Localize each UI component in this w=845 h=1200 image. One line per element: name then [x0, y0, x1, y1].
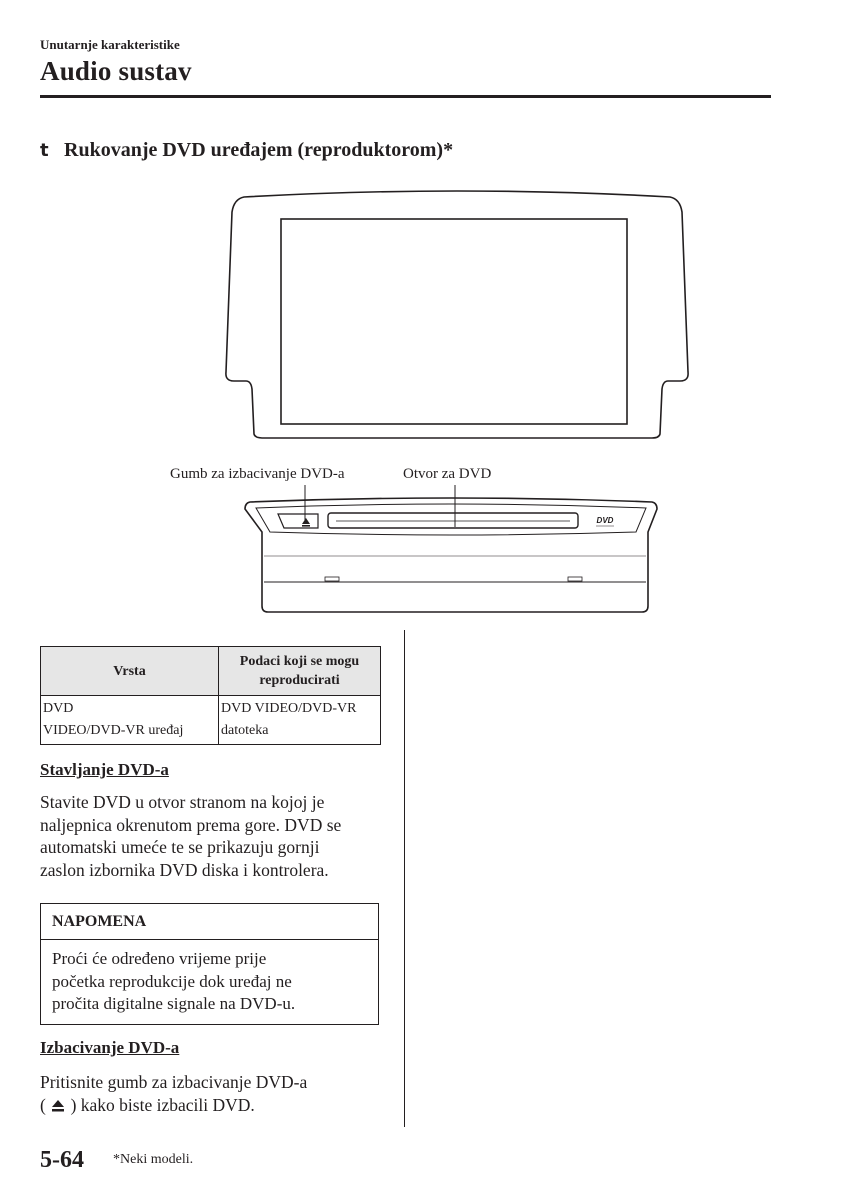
section-bullet: t — [40, 140, 49, 161]
dvd-unit-bezel — [256, 504, 646, 535]
table-cell-type — [41, 696, 219, 745]
note-text — [41, 940, 378, 1024]
eject-icon — [302, 518, 310, 524]
indicator-left — [325, 577, 339, 581]
dvd-player-illustration — [0, 185, 845, 625]
insert-line: zaslon izbornika DVD diska i kontrolera. — [40, 859, 329, 880]
table-cell-type-line1: DVD — [43, 701, 74, 716]
table-header-data: Podaci koji se mogu reproducirati — [219, 647, 381, 696]
insert-line: naljepnica okrenutom prema gore. DVD se — [40, 814, 342, 835]
dvd-unit-housing — [245, 498, 657, 612]
dvd-slot — [328, 513, 578, 528]
section-heading — [40, 139, 453, 162]
page-title: Audio sustav — [40, 56, 192, 86]
display-screen — [281, 219, 627, 424]
note-line: Proći će određeno vrijeme prije — [52, 949, 267, 968]
playable-media-table — [40, 646, 381, 745]
eject-heading: Izbacivanje DVD-a — [40, 1038, 180, 1057]
eject-icon — [50, 1098, 66, 1113]
insert-paragraph — [40, 791, 390, 881]
footnote: *Neki modeli. — [113, 1152, 194, 1167]
dvd-slot-label: Otvor za DVD — [403, 466, 492, 482]
section-heading-text: Rukovanje DVD uređajem (reproduktorom)* — [64, 139, 454, 161]
page-number: 5-64 — [40, 1147, 84, 1173]
paren-open: ( — [40, 1094, 46, 1115]
table-cell-data-line2: datoteka — [221, 723, 269, 738]
eject-line-rest: ) kako biste izbacili DVD. — [70, 1094, 255, 1115]
table-row — [41, 696, 381, 745]
eject-button — [278, 514, 318, 528]
eject-line-2 — [40, 1094, 390, 1117]
table-header-row — [41, 647, 381, 696]
table-cell-type-line2: VIDEO/DVD-VR uređaj — [43, 723, 184, 738]
note-title: NAPOMENA — [41, 904, 378, 940]
table-header-type: Vrsta — [41, 647, 219, 696]
insert-heading: Stavljanje DVD-a — [40, 760, 169, 779]
note-line: početka reprodukcije dok uređaj ne — [52, 971, 292, 991]
eject-paragraph — [40, 1071, 390, 1116]
table-cell-data-line1: DVD VIDEO/DVD-VR — [221, 701, 357, 716]
running-header: Unutarnje karakteristike — [40, 37, 180, 52]
indicator-right — [568, 577, 582, 581]
display-housing — [226, 191, 688, 438]
table-cell-data — [219, 696, 381, 745]
insert-line: Stavite DVD u otvor stranom na kojoj je — [40, 792, 325, 812]
note-line: pročita digitalne signale na DVD-u. — [52, 994, 296, 1013]
eject-line: Pritisnite gumb za izbacivanje DVD-a — [40, 1072, 308, 1092]
eject-button-label: Gumb za izbacivanje DVD-a — [170, 466, 345, 482]
dvd-logo: DVD — [596, 516, 614, 525]
column-divider — [404, 630, 405, 1127]
insert-line: automatski umeće te se prikazuju gornji — [40, 837, 320, 857]
header-rule — [40, 95, 771, 98]
note-box — [40, 903, 379, 1025]
